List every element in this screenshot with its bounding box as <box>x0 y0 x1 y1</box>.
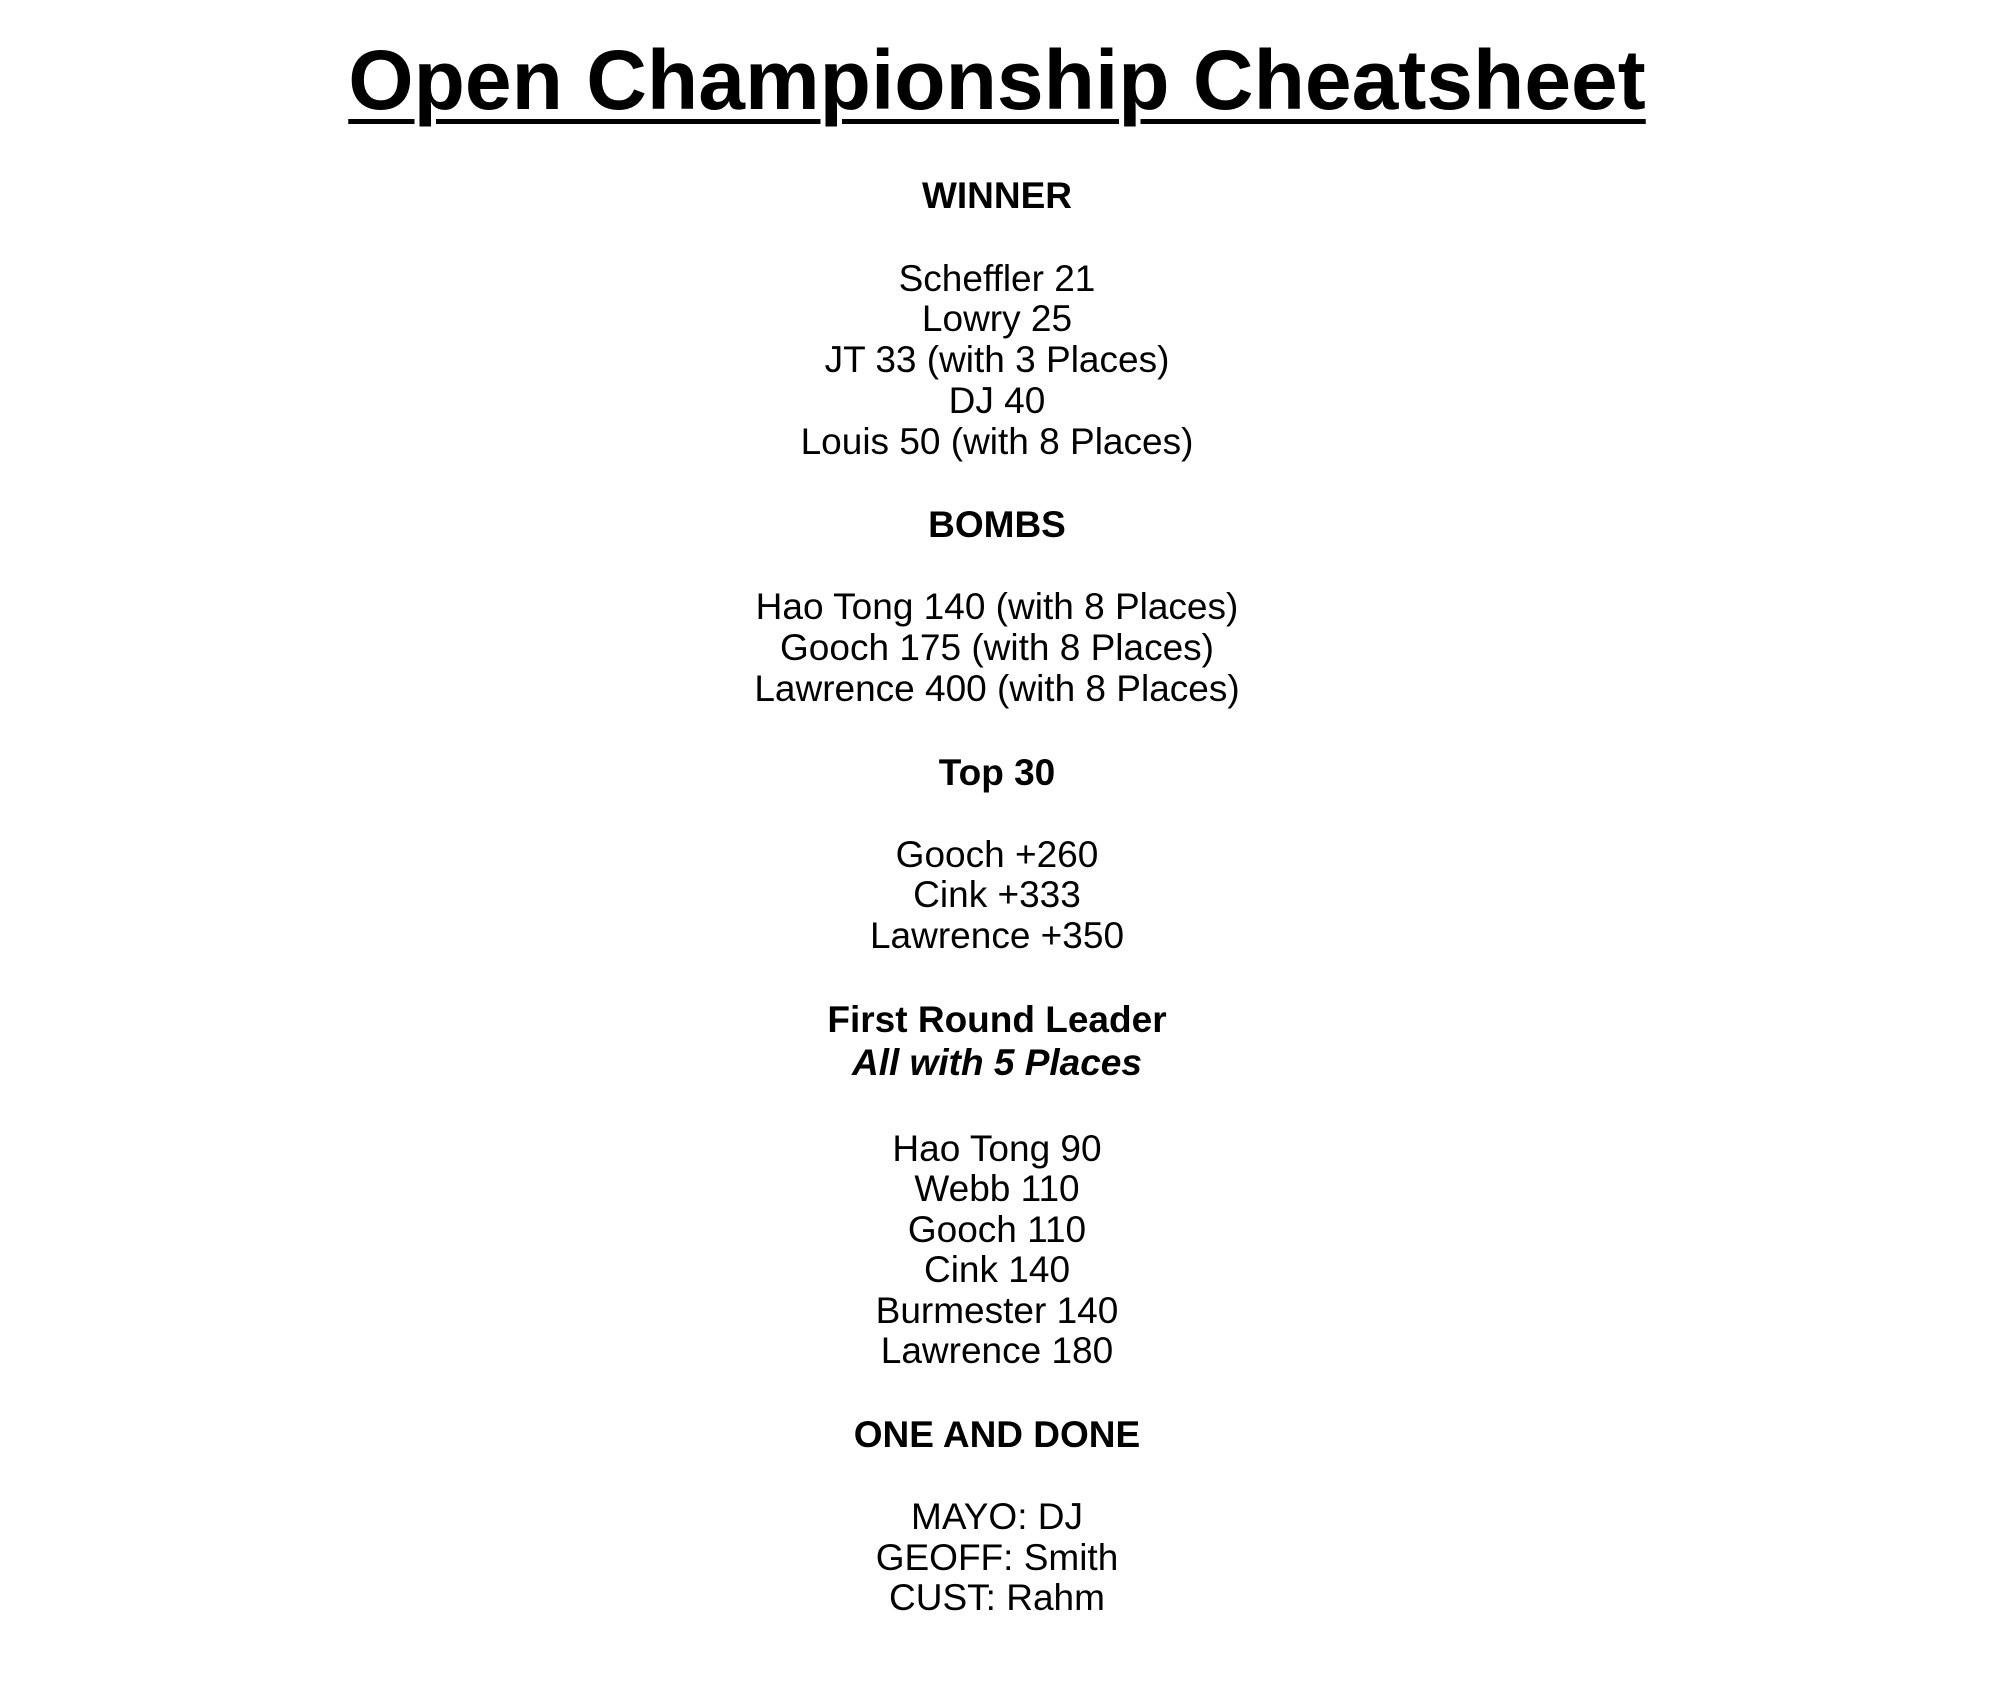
section-heading-winner: WINNER <box>921 175 1073 216</box>
page-title: Open Championship Cheatsheet <box>348 33 1646 127</box>
list-item: Hao Tong 140 (with 8 Places) <box>755 586 1239 627</box>
list-item: Lowry 25 <box>921 298 1073 339</box>
list-item: MAYO: DJ <box>911 1496 1083 1537</box>
list-item: Cink +333 <box>913 874 1081 915</box>
list-item: CUST: Rahm <box>889 1577 1105 1618</box>
list-item: Gooch 175 (with 8 Places) <box>780 627 1214 668</box>
list-item: Cink 140 <box>923 1249 1071 1290</box>
section-heading-bombs: BOMBS <box>928 504 1066 545</box>
list-item: Webb 110 <box>914 1168 1080 1209</box>
list-item: Burmester 140 <box>875 1290 1119 1331</box>
section-heading-top-30: Top 30 <box>938 752 1056 793</box>
list-item: Lawrence +350 <box>869 915 1125 956</box>
list-item: Scheffler 21 <box>898 258 1096 299</box>
section-heading-one-and-done: ONE AND DONE <box>853 1414 1141 1455</box>
section-subheading-places: All with 5 Places <box>852 1042 1142 1083</box>
section-heading-first-round-leader: First Round Leader <box>827 999 1167 1040</box>
list-item: Gooch 110 <box>907 1209 1087 1250</box>
list-item: Louis 50 (with 8 Places) <box>800 421 1194 462</box>
list-item: DJ 40 <box>948 380 1046 421</box>
list-item: JT 33 (with 3 Places) <box>824 339 1170 380</box>
list-item: Lawrence 400 (with 8 Places) <box>754 668 1240 709</box>
list-item: Gooch +260 <box>895 834 1099 875</box>
list-item: Lawrence 180 <box>880 1330 1114 1371</box>
list-item: Hao Tong 90 <box>892 1128 1102 1169</box>
list-item: GEOFF: Smith <box>875 1537 1119 1578</box>
